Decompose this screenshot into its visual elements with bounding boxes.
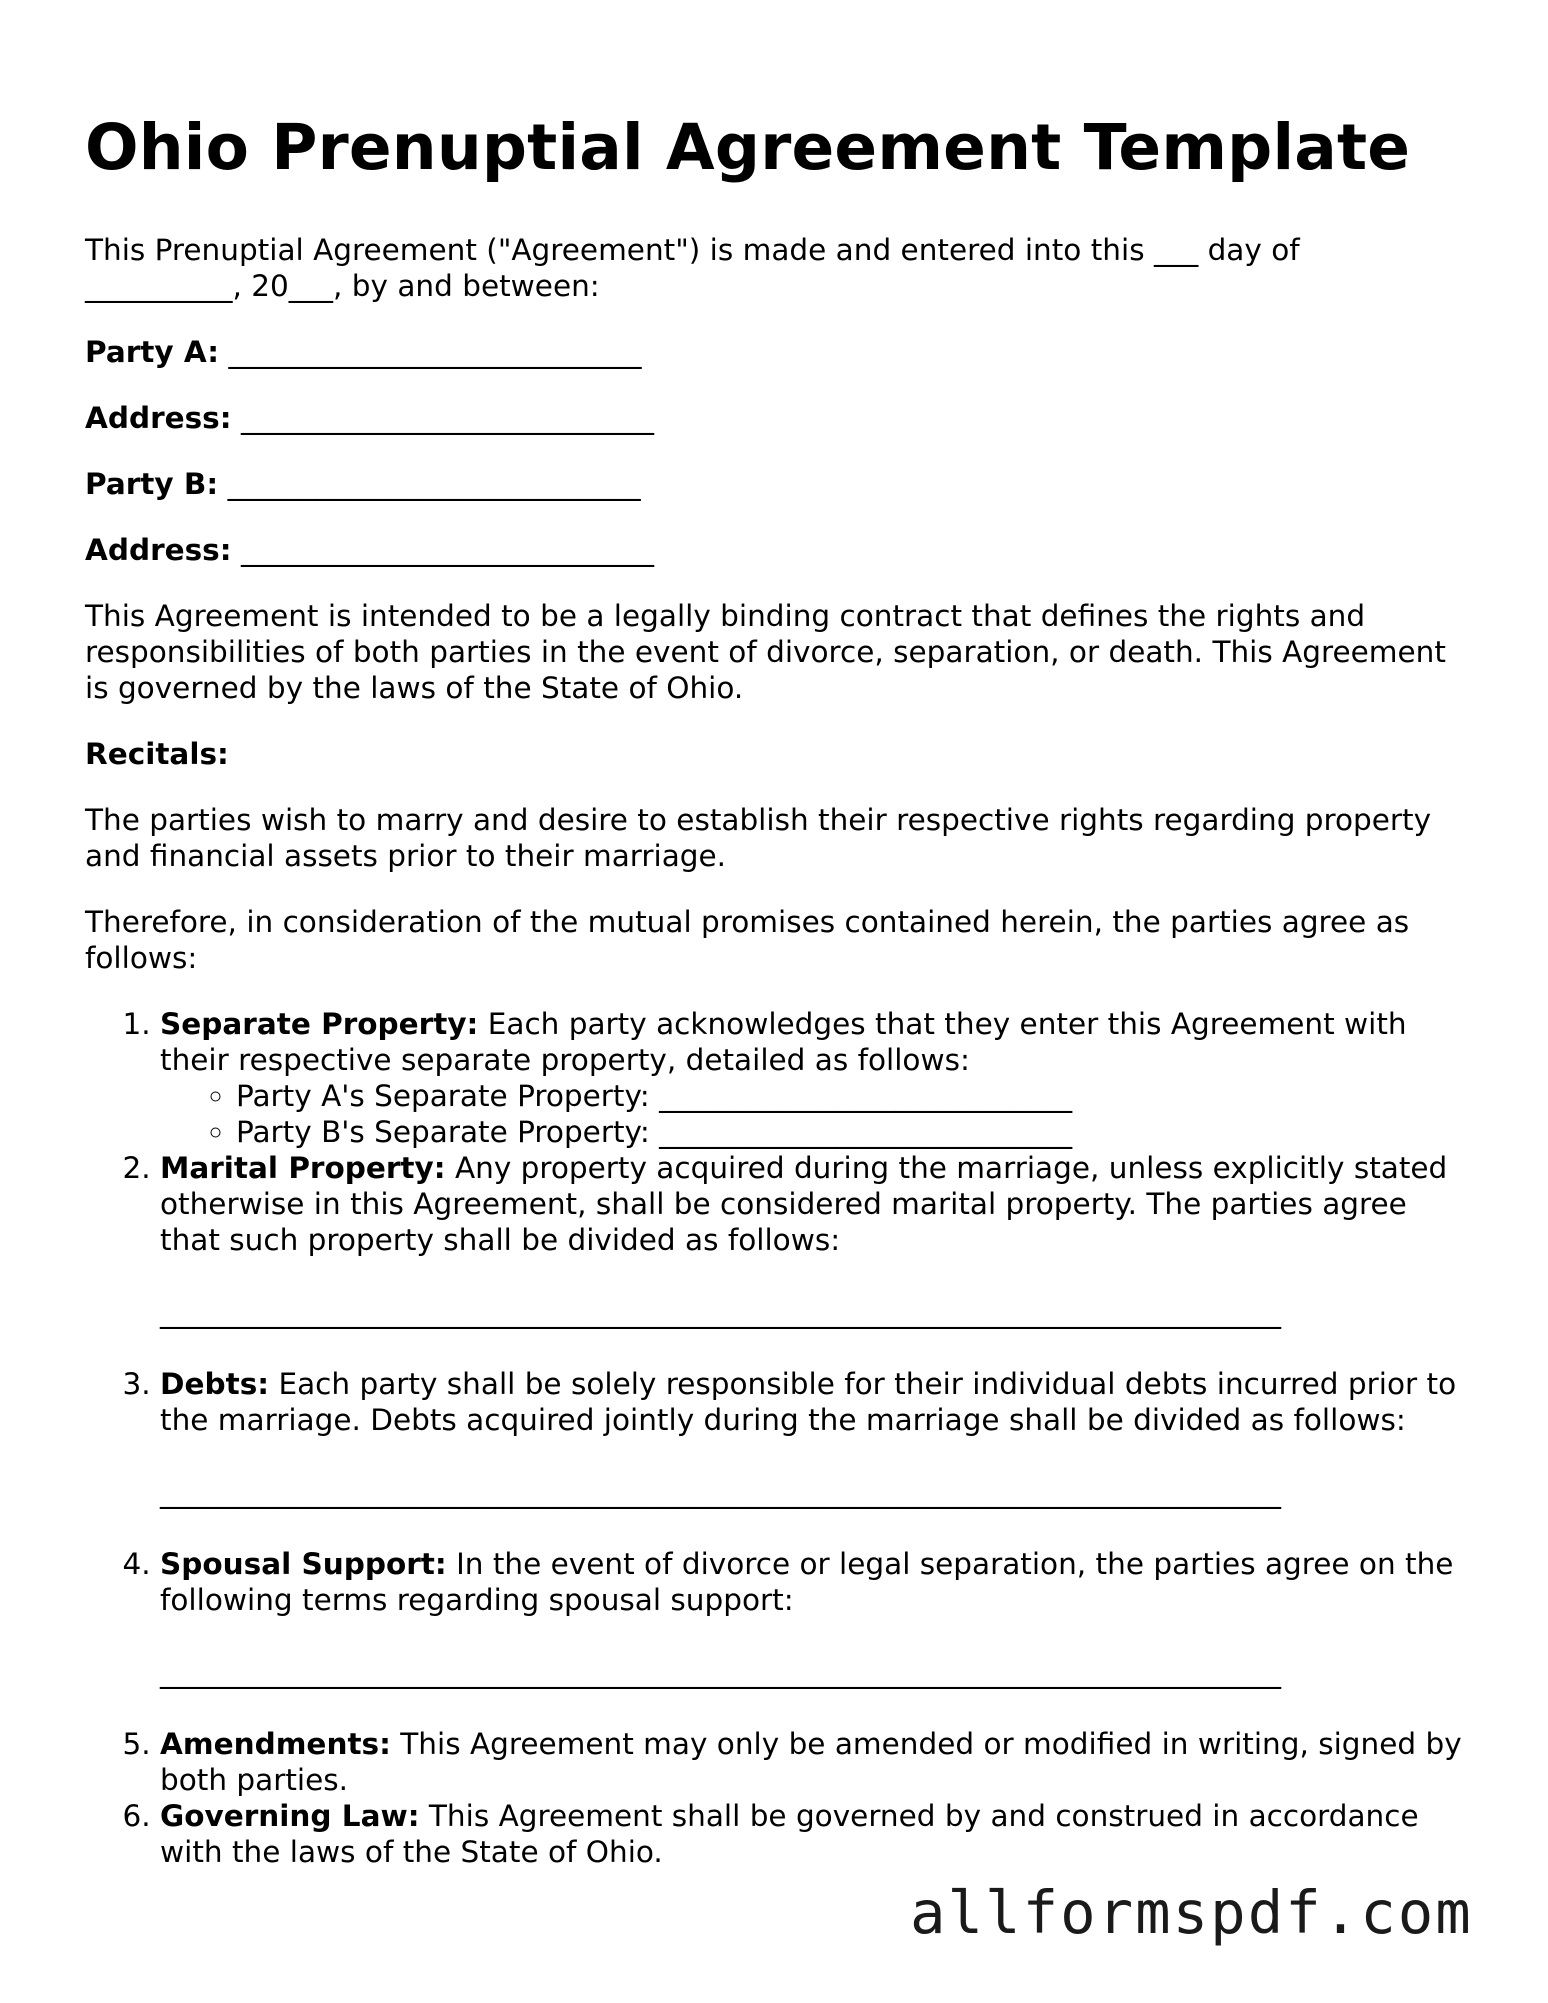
clause-title: Marital Property: xyxy=(160,1151,446,1185)
clause-title: Spousal Support: xyxy=(160,1547,447,1581)
party-a-label: Party A: xyxy=(85,335,220,369)
site-watermark: allformspdf.com xyxy=(910,1878,1473,1947)
clause-title: Governing Law: xyxy=(160,1799,420,1833)
recitals-paragraph: The parties wish to marry and desire to establish their respective rights regarding property and financial assets prior to their marriage. xyxy=(85,803,1432,873)
party-a-address-field xyxy=(85,400,1465,436)
clause-text: Each party acknowledges that they enter this Agreement with their respective separate property, detailed as follows: xyxy=(160,1007,1407,1077)
clauses-list xyxy=(85,1006,1465,1870)
clause-text: In the event of divorce or legal separation, the parties agree on the following terms regarding spousal support: xyxy=(160,1547,1454,1617)
clause-title: Amendments: xyxy=(160,1727,391,1761)
clause-text: This Agreement shall be governed by and construed in accordance with the laws of the State of Ohio. xyxy=(160,1799,1419,1869)
spousal-support-blank[interactable]: ____________________________________________________________________________ xyxy=(160,1655,1281,1689)
clause-text: Each party shall be solely responsible for their individual debts incurred prior to the marriage. Debts acquired jointly during the marriage shall be divided as follows: xyxy=(160,1367,1457,1437)
party-b-address-blank[interactable]: ____________________________ xyxy=(240,533,654,567)
party-a-separate-property[interactable]: ◦ Party A's Separate Property: ____________________________ xyxy=(236,1078,1465,1114)
document-title: Ohio Prenuptial Agreement Template xyxy=(85,111,1411,184)
clause-amendments xyxy=(160,1726,1465,1798)
clause-title: Debts: xyxy=(160,1367,270,1401)
purpose-paragraph: This Agreement is intended to be a legally binding contract that defines the rights and responsibilities of both parties in the event of divorce, separation, or death. This Agreement is governed by the laws of the State of Ohio. xyxy=(85,599,1446,705)
marital-property-blank[interactable]: ____________________________________________________________________________ xyxy=(160,1295,1281,1329)
party-a-address-blank[interactable]: ____________________________ xyxy=(240,401,654,435)
party-a-field xyxy=(85,334,1465,370)
party-b-field xyxy=(85,466,1465,502)
party-b-address-label: Address: xyxy=(85,533,232,567)
document-page xyxy=(85,108,1465,1870)
separate-property-sublist xyxy=(160,1078,1465,1150)
intro-paragraph: This Prenuptial Agreement ("Agreement") is made and entered into this ___ day of __________, 20___, by and between: xyxy=(85,233,1300,303)
party-b-blank[interactable]: ____________________________ xyxy=(227,467,641,501)
therefore-paragraph: Therefore, in consideration of the mutual promises contained herein, the parties agree as follows: xyxy=(85,905,1410,975)
clause-marital-property xyxy=(160,1150,1465,1330)
clause-separate-property xyxy=(160,1006,1465,1150)
clause-spousal-support xyxy=(160,1546,1465,1690)
clause-debts xyxy=(160,1366,1465,1510)
clause-governing-law xyxy=(160,1798,1465,1870)
party-a-blank[interactable]: ____________________________ xyxy=(228,335,642,369)
recitals-heading: Recitals: xyxy=(85,737,229,771)
clause-text: Any property acquired during the marriage, unless explicitly stated otherwise in this Agreement, shall be considered marital property. The parties agree that such property shall be divided as follows: xyxy=(160,1151,1448,1257)
party-a-address-label: Address: xyxy=(85,401,232,435)
debts-blank[interactable]: ____________________________________________________________________________ xyxy=(160,1475,1281,1509)
party-b-label: Party B: xyxy=(85,467,219,501)
clause-title: Separate Property: xyxy=(160,1007,479,1041)
party-b-address-field xyxy=(85,532,1465,568)
clause-text: This Agreement may only be amended or modified in writing, signed by both parties. xyxy=(160,1727,1462,1797)
party-b-separate-property[interactable]: ◦ Party B's Separate Property: ____________________________ xyxy=(236,1114,1465,1150)
